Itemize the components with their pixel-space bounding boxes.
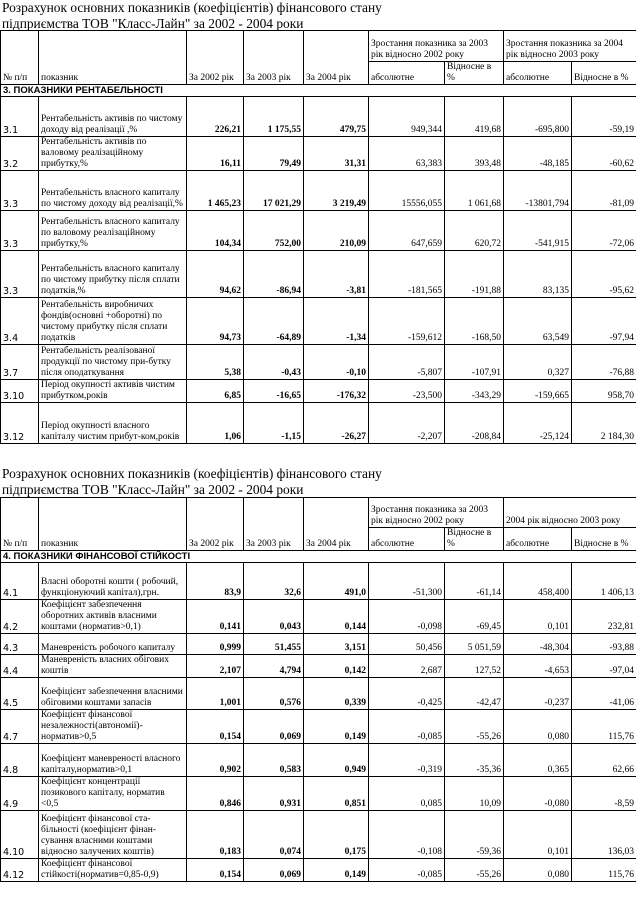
- cell-relative-2004: 958,70: [572, 380, 636, 403]
- cell-indicator: Період окупності активів чистим прибутком,років: [39, 380, 187, 403]
- header-year-2003: За 2003 рік: [244, 31, 304, 85]
- cell-2004: -26,27: [304, 403, 369, 444]
- title-line-1: Розрахунок основних показників (коефіцієнтів) фінансового стану: [2, 466, 382, 481]
- cell-2003: 4,794: [244, 655, 304, 678]
- table-row: [1, 171, 636, 211]
- table-row: [1, 777, 636, 811]
- header-absolute-2004: абсолютне: [504, 62, 572, 85]
- cell-2002: 0,902: [187, 744, 244, 777]
- table-row: [1, 97, 636, 137]
- cell-2003: -86,94: [244, 251, 304, 298]
- cell-2002: 2,107: [187, 655, 244, 678]
- cell-no: 3.3: [1, 211, 39, 251]
- header-relative-2004: Відносне в %: [572, 62, 636, 85]
- cell-2003: 79,49: [244, 137, 304, 171]
- cell-2002: 6,85: [187, 380, 244, 403]
- cell-2002: 0,154: [187, 710, 244, 744]
- cell-absolute-2003: -0,085: [369, 859, 445, 882]
- cell-indicator: Рентабельність реалізованої продукції по чистому при-бутку після оподаткування: [39, 345, 187, 380]
- header-year-2003: За 2003 рік: [244, 498, 304, 551]
- cell-relative-2004: -97,94: [572, 298, 636, 345]
- table-row: [1, 563, 636, 600]
- cell-relative-2003: -35,36: [445, 744, 504, 777]
- cell-2004: 0,175: [304, 811, 369, 859]
- cell-relative-2003: -42,47: [445, 678, 504, 710]
- cell-2002: 1 465,23: [187, 171, 244, 211]
- cell-absolute-2003: 949,344: [369, 97, 445, 137]
- cell-2004: 479,75: [304, 97, 369, 137]
- cell-absolute-2003: -0,425: [369, 678, 445, 710]
- cell-relative-2004: 2 184,30: [572, 403, 636, 444]
- cell-absolute-2003: -0,098: [369, 600, 445, 634]
- cell-absolute-2004: -4,653: [504, 655, 572, 678]
- cell-indicator: Власні оборотні кошти ( робочий, функціонуючий капітал),грн.: [39, 563, 187, 600]
- cell-2004: 0,339: [304, 678, 369, 710]
- cell-indicator: Рентабельність активів по чистому доходу від реалізації ,%: [39, 97, 187, 137]
- cell-2002: 0,846: [187, 777, 244, 811]
- cell-absolute-2004: 63,549: [504, 298, 572, 345]
- cell-no: 4.5: [1, 678, 39, 710]
- section-title: 3. ПОКАЗНИКИ РЕНТАБЕЛЬНОСТІ: [1, 85, 636, 97]
- cell-relative-2004: 1 406,13: [572, 563, 636, 600]
- cell-indicator: Рентабельність активів по валовому реалізаційному прибутку,%: [39, 137, 187, 171]
- cell-no: 4.7: [1, 710, 39, 744]
- title-line-2: підприємства ТОВ "Класс-Лайн" за 2002 - 2004 роки: [2, 482, 304, 497]
- cell-2004: 0,149: [304, 859, 369, 882]
- cell-2003: 0,576: [244, 678, 304, 710]
- cell-no: 4.8: [1, 744, 39, 777]
- cell-2004: -176,32: [304, 380, 369, 403]
- header-no: № п/п: [1, 31, 39, 85]
- cell-absolute-2004: -25,124: [504, 403, 572, 444]
- cell-relative-2003: 1 061,68: [445, 171, 504, 211]
- cell-no: 3.4: [1, 298, 39, 345]
- cell-relative-2003: -59,36: [445, 811, 504, 859]
- cell-no: 3.3: [1, 171, 39, 211]
- table-row: [1, 710, 636, 744]
- cell-2002: 0,999: [187, 634, 244, 655]
- table-row: [1, 678, 636, 710]
- cell-no: 3.3: [1, 251, 39, 298]
- cell-2003: -16,65: [244, 380, 304, 403]
- table-title-rentability: [2, 0, 382, 32]
- table-row: [1, 211, 636, 251]
- cell-absolute-2004: 0,327: [504, 345, 572, 380]
- cell-indicator: Період окупності власного капіталу чистим прибут-ком,років: [39, 403, 187, 444]
- cell-relative-2003: 419,68: [445, 97, 504, 137]
- section-title: 4. ПОКАЗНИКИ ФІНАНСОВОЇ СТІЙКОСТІ: [1, 551, 636, 563]
- cell-relative-2003: -191,88: [445, 251, 504, 298]
- cell-no: 4.10: [1, 811, 39, 859]
- cell-absolute-2003: -23,500: [369, 380, 445, 403]
- cell-no: 3.10: [1, 380, 39, 403]
- cell-absolute-2004: -48,304: [504, 634, 572, 655]
- cell-absolute-2003: 50,456: [369, 634, 445, 655]
- cell-no: 4.3: [1, 634, 39, 655]
- cell-no: 4.1: [1, 563, 39, 600]
- cell-2003: 0,069: [244, 710, 304, 744]
- cell-2002: 1,001: [187, 678, 244, 710]
- cell-absolute-2003: 647,659: [369, 211, 445, 251]
- cell-2004: 491,0: [304, 563, 369, 600]
- cell-indicator: Коефіцієнт фінансової стійкості(норматив=0,85-0,9): [39, 859, 187, 882]
- cell-2004: 31,31: [304, 137, 369, 171]
- cell-2004: 0,144: [304, 600, 369, 634]
- cell-relative-2003: -168,50: [445, 298, 504, 345]
- cell-absolute-2004: -48,185: [504, 137, 572, 171]
- cell-absolute-2004: 458,400: [504, 563, 572, 600]
- cell-indicator: Рентабельність виробничих фондів(основні +оборотні) по чистому прибутку після сплати податків: [39, 298, 187, 345]
- cell-2004: 210,09: [304, 211, 369, 251]
- cell-2003: 1 175,55: [244, 97, 304, 137]
- header-growth-2003: Зростання показника за 2003 рік відносно 2002 року: [369, 498, 504, 528]
- cell-2003: -64,89: [244, 298, 304, 345]
- table-row: [1, 655, 636, 678]
- cell-relative-2004: -72,06: [572, 211, 636, 251]
- cell-absolute-2004: 0,101: [504, 811, 572, 859]
- cell-absolute-2003: 2,687: [369, 655, 445, 678]
- cell-2003: 51,455: [244, 634, 304, 655]
- table-row: [1, 600, 636, 634]
- header-indicator: показник: [39, 31, 187, 85]
- cell-2003: -0,43: [244, 345, 304, 380]
- cell-absolute-2004: 0,101: [504, 600, 572, 634]
- cell-2003: -1,15: [244, 403, 304, 444]
- header-absolute-2003: абсолютне: [369, 528, 445, 551]
- cell-relative-2003: -61,14: [445, 563, 504, 600]
- cell-indicator: Маневреність власних обігових коштів: [39, 655, 187, 678]
- cell-relative-2003: -55,26: [445, 710, 504, 744]
- rentability-table: [0, 30, 636, 444]
- cell-2004: 0,149: [304, 710, 369, 744]
- cell-2003: 32,6: [244, 563, 304, 600]
- cell-2003: 0,074: [244, 811, 304, 859]
- title-line-1: Розрахунок основних показників (коефіцієнтів) фінансового стану: [2, 0, 382, 15]
- cell-relative-2004: -81,09: [572, 171, 636, 211]
- header-year-2002: За 2002 рік: [187, 498, 244, 551]
- cell-absolute-2003: 0,085: [369, 777, 445, 811]
- title-line-2: підприємства ТОВ "Класс-Лайн" за 2002 - 2004 роки: [2, 16, 304, 31]
- cell-no: 4.12: [1, 859, 39, 882]
- header-absolute-2003: абсолютне: [369, 62, 445, 85]
- table-row: [1, 298, 636, 345]
- cell-absolute-2004: -541,915: [504, 211, 572, 251]
- cell-absolute-2004: 0,080: [504, 859, 572, 882]
- header-no: № п/п: [1, 498, 39, 551]
- cell-relative-2004: -41,06: [572, 678, 636, 710]
- cell-indicator: Коефіцієнт фінансової ста-більності (коефіцієнт фінан-сування власними коштами відносно залучених коштів): [39, 811, 187, 859]
- cell-relative-2004: 232,81: [572, 600, 636, 634]
- cell-absolute-2004: -695,800: [504, 97, 572, 137]
- cell-2004: -0,10: [304, 345, 369, 380]
- table-row: [1, 137, 636, 171]
- cell-absolute-2004: 83,135: [504, 251, 572, 298]
- cell-no: 3.2: [1, 137, 39, 171]
- header-absolute-2004: абсолютне: [504, 528, 572, 551]
- cell-2003: 17 021,29: [244, 171, 304, 211]
- cell-relative-2004: -97,04: [572, 655, 636, 678]
- cell-relative-2003: 10,09: [445, 777, 504, 811]
- cell-2004: 0,949: [304, 744, 369, 777]
- cell-2003: 752,00: [244, 211, 304, 251]
- header-indicator: показник: [39, 498, 187, 551]
- header-year-2004: За 2004 рік: [304, 498, 369, 551]
- header-year-2002: За 2002 рік: [187, 31, 244, 85]
- cell-absolute-2004: -159,665: [504, 380, 572, 403]
- table-row: [1, 403, 636, 444]
- cell-indicator: Маневреність робочого капиталу: [39, 634, 187, 655]
- header-growth-2004: Зростання показника за 2004 рік відносно 2003 року: [504, 31, 636, 62]
- cell-absolute-2004: -0,080: [504, 777, 572, 811]
- cell-2004: 0,142: [304, 655, 369, 678]
- cell-relative-2004: -95,62: [572, 251, 636, 298]
- cell-absolute-2003: -2,207: [369, 403, 445, 444]
- cell-2004: 0,851: [304, 777, 369, 811]
- cell-relative-2004: 136,03: [572, 811, 636, 859]
- cell-relative-2004: 115,76: [572, 710, 636, 744]
- cell-2004: 3 219,49: [304, 171, 369, 211]
- table-row: [1, 251, 636, 298]
- header-relative-2003: Відносне в %: [445, 62, 504, 85]
- cell-relative-2004: -60,62: [572, 137, 636, 171]
- cell-2004: -3,81: [304, 251, 369, 298]
- cell-2002: 94,73: [187, 298, 244, 345]
- cell-2004: -1,34: [304, 298, 369, 345]
- cell-indicator: Коефіцієнт фінансової незалежності(автономії)-норматив>0,5: [39, 710, 187, 744]
- header-relative-2003: Відносне в %: [445, 528, 504, 551]
- cell-2002: 16,11: [187, 137, 244, 171]
- cell-relative-2004: -8,59: [572, 777, 636, 811]
- cell-2002: 5,38: [187, 345, 244, 380]
- cell-relative-2004: -76,88: [572, 345, 636, 380]
- cell-indicator: Рентабельність власного капиталу по валовому реалізаційному прибутку,%: [39, 211, 187, 251]
- cell-2002: 226,21: [187, 97, 244, 137]
- cell-2002: 94,62: [187, 251, 244, 298]
- cell-2003: 0,583: [244, 744, 304, 777]
- cell-relative-2004: -59,19: [572, 97, 636, 137]
- cell-relative-2003: -107,91: [445, 345, 504, 380]
- table-row: [1, 380, 636, 403]
- cell-indicator: Коефіцієнт маневреності власного капіталу,норматив>0,1: [39, 744, 187, 777]
- table-row: [1, 744, 636, 777]
- cell-2003: 0,069: [244, 859, 304, 882]
- cell-absolute-2003: -51,300: [369, 563, 445, 600]
- cell-2004: 3,151: [304, 634, 369, 655]
- cell-relative-2003: 127,52: [445, 655, 504, 678]
- cell-2002: 0,154: [187, 859, 244, 882]
- cell-relative-2003: -69,45: [445, 600, 504, 634]
- cell-relative-2004: 115,76: [572, 859, 636, 882]
- cell-absolute-2003: -181,565: [369, 251, 445, 298]
- cell-relative-2003: -208,84: [445, 403, 504, 444]
- cell-absolute-2004: 0,365: [504, 744, 572, 777]
- cell-absolute-2003: 63,383: [369, 137, 445, 171]
- cell-2003: 0,931: [244, 777, 304, 811]
- cell-absolute-2003: -159,612: [369, 298, 445, 345]
- cell-relative-2003: -343,29: [445, 380, 504, 403]
- cell-relative-2003: -55,26: [445, 859, 504, 882]
- header-relative-2004: Відносне в %: [572, 528, 636, 551]
- cell-absolute-2003: -5,807: [369, 345, 445, 380]
- header-growth-2004: 2004 рік відносно 2003 року: [504, 498, 636, 528]
- cell-no: 4.2: [1, 600, 39, 634]
- cell-no: 4.4: [1, 655, 39, 678]
- cell-relative-2003: 5 051,59: [445, 634, 504, 655]
- cell-no: 3.12: [1, 403, 39, 444]
- cell-relative-2003: 393,48: [445, 137, 504, 171]
- header-year-2004: За 2004 рік: [304, 31, 369, 85]
- table-row: [1, 345, 636, 380]
- stability-table: [0, 497, 636, 882]
- table-title-stability: [2, 466, 382, 498]
- cell-absolute-2003: -0,319: [369, 744, 445, 777]
- cell-absolute-2004: -13801,794: [504, 171, 572, 211]
- cell-relative-2004: 62,66: [572, 744, 636, 777]
- cell-indicator: Коефіцієнт концентрації позикового капіталу, норматив <0,5: [39, 777, 187, 811]
- cell-no: 4.9: [1, 777, 39, 811]
- cell-2002: 1,06: [187, 403, 244, 444]
- cell-no: 3.7: [1, 345, 39, 380]
- cell-2003: 0,043: [244, 600, 304, 634]
- cell-no: 3.1: [1, 97, 39, 137]
- cell-absolute-2003: -0,085: [369, 710, 445, 744]
- header-growth-2003: Зростання показника за 2003 рік відносно 2002 року: [369, 31, 504, 62]
- cell-indicator: Коефіцієнт забезпечення власними обіговими коштами запасів: [39, 678, 187, 710]
- cell-2002: 104,34: [187, 211, 244, 251]
- cell-indicator: Рентабельність власного капиталу по чистому прибутку після сплати податків,%: [39, 251, 187, 298]
- cell-absolute-2003: 15556,055: [369, 171, 445, 211]
- table-row: [1, 811, 636, 859]
- cell-2002: 83,9: [187, 563, 244, 600]
- cell-absolute-2004: 0,080: [504, 710, 572, 744]
- cell-relative-2004: -93,88: [572, 634, 636, 655]
- cell-absolute-2004: -0,237: [504, 678, 572, 710]
- cell-absolute-2003: -0,108: [369, 811, 445, 859]
- cell-2002: 0,141: [187, 600, 244, 634]
- cell-relative-2003: 620,72: [445, 211, 504, 251]
- table-row: [1, 859, 636, 882]
- table-row: [1, 634, 636, 655]
- cell-2002: 0,183: [187, 811, 244, 859]
- cell-indicator: Рентабельність власного капиталу по чистому доходу від реалізації,%: [39, 171, 187, 211]
- cell-indicator: Коефіцієнт забезпечення оборотних активів власними коштами (норматив>0,1): [39, 600, 187, 634]
